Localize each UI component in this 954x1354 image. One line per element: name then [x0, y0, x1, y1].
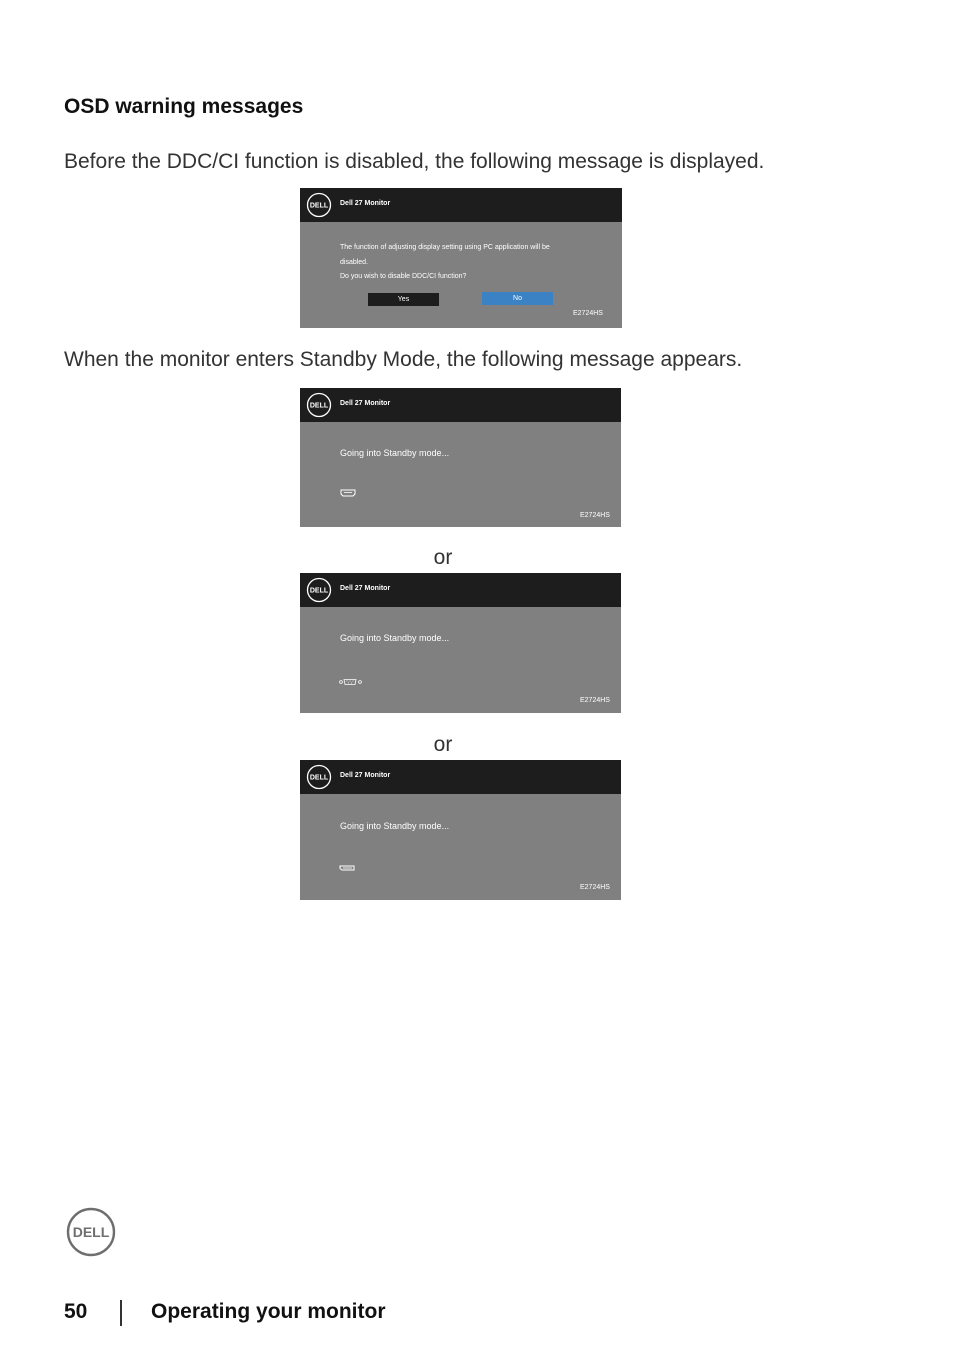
- osd-title: Dell 27 Monitor: [340, 772, 391, 779]
- osd-title: Dell 27 Monitor: [340, 200, 391, 207]
- osd-title: Dell 27 Monitor: [340, 585, 391, 592]
- model-label: E2724HS: [580, 884, 610, 891]
- hdmi-port-icon: [340, 489, 356, 497]
- displayport-icon: [339, 865, 355, 871]
- page-number: 50: [64, 1300, 88, 1323]
- svg-text:DELL: DELL: [309, 402, 329, 410]
- or-separator: or: [433, 546, 453, 569]
- ddc-message-line-3: Do you wish to disable DDC/CI function?: [340, 273, 467, 280]
- dell-logo-icon: [306, 577, 332, 603]
- standby-dialog: [300, 760, 621, 900]
- standby-message: Going into Standby mode...: [340, 821, 450, 831]
- vga-port-icon: [339, 678, 363, 686]
- dell-logo-icon: [306, 192, 332, 218]
- standby-intro-paragraph: When the monitor enters Standby Mode, the following message appears.: [64, 348, 743, 371]
- or-separator: or: [433, 733, 453, 756]
- model-label: E2724HS: [573, 310, 603, 317]
- osd-header: [300, 573, 621, 607]
- osd-header: [300, 760, 621, 794]
- dell-logo-icon: [66, 1207, 116, 1257]
- standby-dialog: [300, 388, 621, 527]
- ddc-warning-dialog: [300, 188, 622, 328]
- standby-dialog: [300, 573, 621, 713]
- yes-button[interactable]: Yes: [368, 293, 439, 306]
- footer-divider: [120, 1300, 122, 1326]
- ddc-message-line-2: disabled.: [340, 259, 369, 266]
- model-label: E2724HS: [580, 697, 610, 704]
- section-heading: OSD warning messages: [64, 95, 304, 118]
- osd-title: Dell 27 Monitor: [340, 400, 391, 407]
- svg-text:DELL: DELL: [309, 774, 329, 782]
- osd-header: [300, 388, 621, 422]
- svg-text:DELL: DELL: [72, 1224, 110, 1240]
- svg-text:DELL: DELL: [309, 587, 329, 595]
- ddc-intro-paragraph: Before the DDC/CI function is disabled, the following message is displayed.: [64, 150, 765, 173]
- dell-logo-icon: [306, 392, 332, 418]
- standby-message: Going into Standby mode...: [340, 448, 450, 458]
- svg-text:DELL: DELL: [309, 202, 329, 210]
- dell-logo-icon: [306, 764, 332, 790]
- footer-section-title: Operating your monitor: [151, 1300, 386, 1323]
- ddc-message-line-1: The function of adjusting display setting using PC application will be: [340, 244, 550, 251]
- no-button[interactable]: No: [482, 292, 553, 305]
- standby-message: Going into Standby mode...: [340, 633, 450, 643]
- osd-header: [300, 188, 622, 222]
- model-label: E2724HS: [580, 512, 610, 519]
